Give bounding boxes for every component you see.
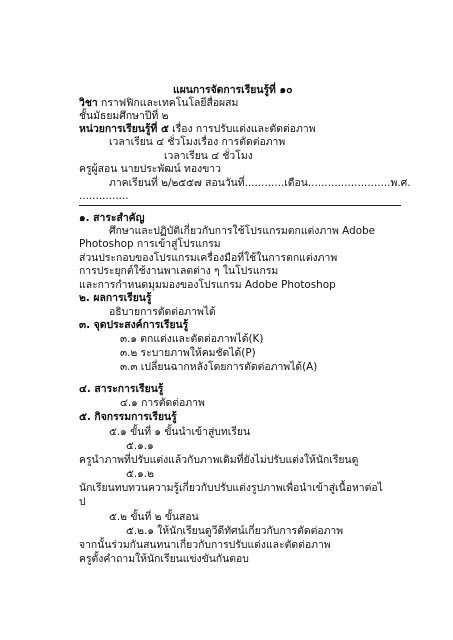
section-5-heading: ๕. กิจกรรมการเรียนรู้	[79, 411, 177, 423]
section-1-line: Photoshop การเข้าสู่โปรแกรม	[79, 238, 221, 250]
activity-text: ครูนำภาพที่ปรับแต่งแล้วกับภาพเดิมที่ยังไม่ปรับแต่งให้นักเรียนดู	[79, 454, 359, 466]
page-title: แผนการจัดการเรียนรู้ที่ ๑๐	[173, 84, 293, 96]
unit-line	[79, 123, 316, 136]
content-item: ๔.๑ การตัดต่อภาพ	[120, 397, 205, 409]
section-1-line: และการกำหนดมุมมองของโปรแกรม Adobe Photoshop	[79, 279, 336, 291]
activity-substep: ๕.๒.๑ ให้นักเรียนดูวีดีทัศน์เกี่ยวกับการตัดต่อภาพ	[126, 525, 344, 537]
section-1-line: ส่วนประกอบของโปรแกรมเครื่องมือที่ใช้ในการตกแต่งภาพ	[79, 252, 338, 264]
grade-line: ชั้นมัธยมศึกษาปีที่ ๒	[79, 110, 169, 122]
subject-value: กราฟฟิกและเทคโนโลยีสื่อผสม	[101, 97, 239, 109]
activity-step: ๕.๑ ขั้นที่ ๑ ขั้นนำเข้าสู่บทเรียน	[109, 426, 251, 438]
unit-label: หน่วยการเรียนรู้ที่ ๕	[79, 123, 169, 135]
section-4-heading: ๔. สาระการเรียนรู้	[79, 383, 164, 395]
section-3-heading: ๓. จุดประสงค์การเรียนรู้	[79, 319, 189, 331]
activity-substep: ๕.๑.๒	[126, 468, 154, 480]
section-1-line: การประยุกต์ใช้งานพาเลตต่าง ๆ ในโปรแกรม	[79, 265, 279, 277]
section-1-heading: ๑. สาระสำคัญ	[79, 212, 145, 224]
activity-text: นักเรียนทบทวนความรู้เกี่ยวกับปรับแต่งรูปภาพเพื่อนำเข้าสู่เนื้อหาต่อไ	[79, 482, 383, 494]
activity-text: ป	[79, 496, 86, 508]
activity-step: ๕.๒ ขั้นที่ ๒ ขั้นสอน	[109, 511, 199, 523]
activity-text: ครูตั้งคำถามให้นักเรียนแข่งขันกันตอบ	[79, 553, 249, 565]
activity-substep: ๕.๑.๑	[126, 440, 154, 452]
activity-text: จากนั้นร่วมกันสนทนาเกี่ยวกับการปรับแต่งและตัดต่อภาพ	[79, 539, 331, 551]
divider	[79, 205, 401, 206]
time-line-2: เวลาเรียน ๔ ชั่วโมง	[164, 150, 253, 162]
time-line-1: เวลาเรียน ๔ ชั่วโมงเรื่อง การตัดต่อภาพ	[109, 136, 286, 148]
unit-value: เรื่อง การปรับแต่งและตัดต่อภาพ	[172, 123, 316, 135]
section-2-heading: ๒. ผลการเรียนรู้	[79, 292, 152, 304]
objective-item: ๓.๓ เปลี่ยนฉากหลังโดยการตัดต่อภาพได้(A)	[120, 361, 318, 373]
term-line: ภาคเรียนที่ ๒/๒๕๕๗ สอนวันที่............เดือน.........................พ.ศ.	[109, 177, 411, 189]
term-line-cont: ...............	[79, 190, 129, 202]
subject-line	[79, 97, 238, 110]
objective-item: ๓.๑ ตกแต่งและตัดต่อภาพได้(K)	[120, 333, 264, 345]
subject-label: วิชา	[79, 97, 98, 109]
section-2-line: อธิบายการตัดต่อภาพได้	[109, 306, 216, 318]
objective-item: ๓.๒ ระบายภาพให้คมชัดได้(P)	[120, 347, 256, 359]
teacher-line: ครูผู้สอน นายประพัฒน์ ทองขาว	[79, 163, 221, 175]
section-1-line: ศึกษาและปฏิบัติเกี่ยวกับการใช้โปรแกรมตกแต่งภาพ Adobe	[109, 225, 376, 237]
